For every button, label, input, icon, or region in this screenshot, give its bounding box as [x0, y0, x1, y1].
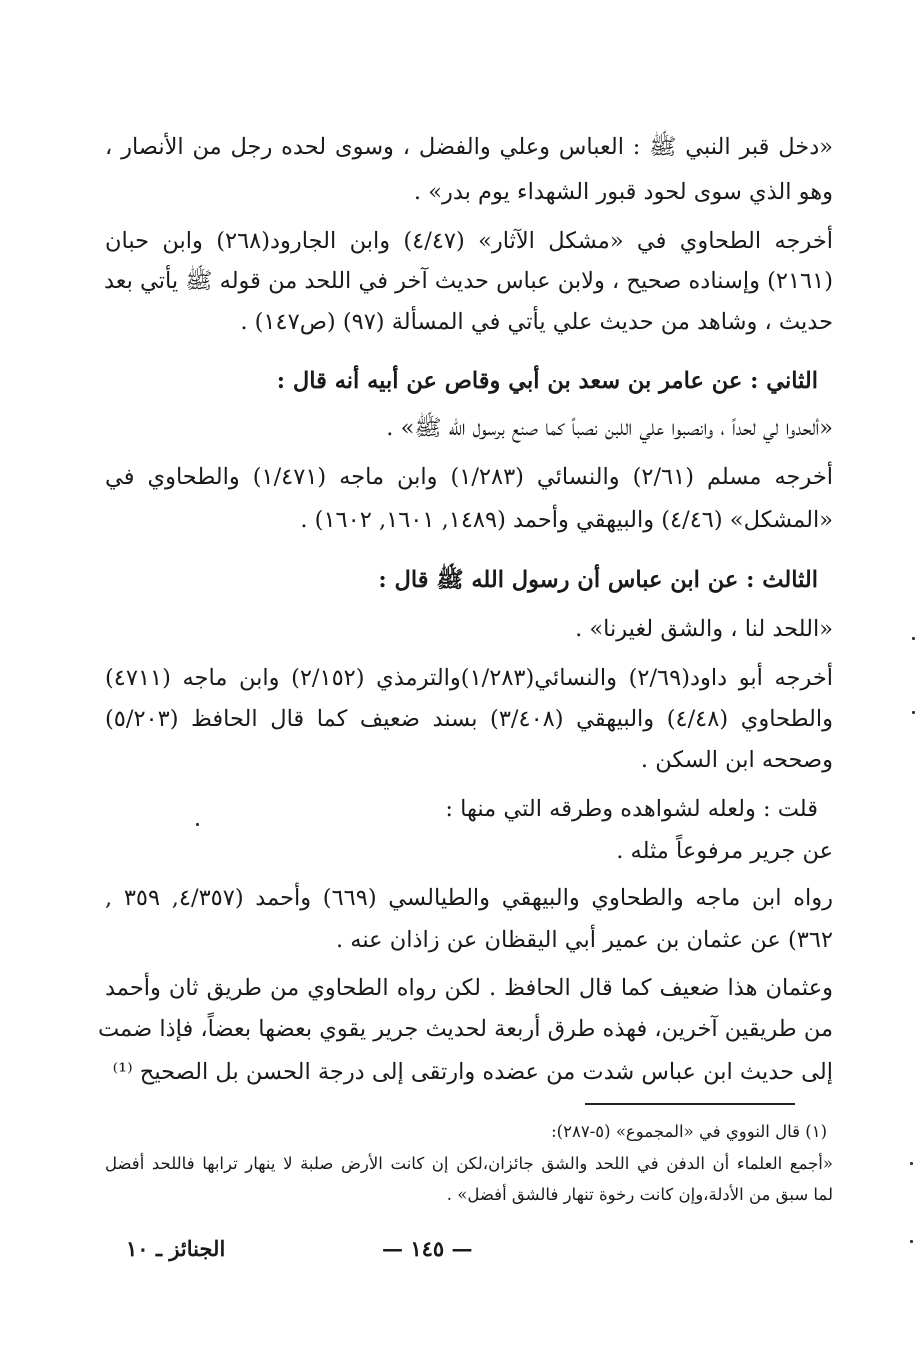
text-line-21: إلى حديث ابن عباس شدت من عضده وارتقى إلى درجة الحسن بل الصحيح ⁽¹⁾	[112, 1059, 833, 1085]
text-line-14: وصححه ابن السكن .	[640, 747, 833, 773]
scan-speck	[910, 1240, 913, 1243]
footnote-line-1: (١) قال النووي في «المجموع» (٥-٢٨٧):	[551, 1122, 827, 1141]
footnote-line-2: «أجمع العلماء أن الدفن في اللحد والشق جائزان،لكن إن كانت الأرض صلبة لا ينهار ترابها فاللحد أفضل	[105, 1154, 833, 1173]
text-line-9: «المشكل» (٤/٤٦) والبيهقي وأحمد (١٤٨٩, ١٦٠١, ١٦٠٢) .	[300, 507, 833, 533]
text-line-16: عن جرير مرفوعاً مثله .	[616, 838, 833, 864]
text-line-4: (٢١٦١) وإسناده صحيح ، ولابن عباس حديث آخر في اللحد من قوله ﷺ يأتي بعد	[103, 268, 833, 294]
text-line-18: ٣٦٢) عن عثمان بن عمير أبي اليقظان عن زاذان عنه .	[335, 927, 833, 953]
page-number: — ١٤٥ —	[382, 1236, 473, 1261]
footnote-divider	[585, 1103, 795, 1105]
text-line-20: من طريقين آخرين، فهذه طرق أربعة لحديث جرير يقوي بعضها بعضاً، فإذا ضمت	[97, 1016, 833, 1042]
text-line-1: «دخل قبر النبي ﷺ : العباس وعلي والفضل ، وسوى لحده رجل من الأنصار ،	[105, 134, 833, 160]
text-line-12: أخرجه أبو داود(٢/٦٩) والنسائي(١/٢٨٣)والترمذي (٢/١٥٢) وابن ماجه (٤٧١١)	[105, 665, 834, 691]
footnote-line-3: لما سبق من الأدلة،وإن كانت رخوة تنهار فالشق أفضل» .	[446, 1185, 833, 1204]
text-line-5: حديث ، وشاهد من حديث علي يأتي في المسألة (٩٧) (ص١٤٧) .	[240, 309, 833, 335]
text-line-19: وعثمان هذا ضعيف كما قال الحافظ . لكن رواه الطحاوي من طريق ثان وأحمد	[105, 975, 833, 1001]
section-footer: الجنائز ـ ١٠	[126, 1236, 226, 1261]
hadith-quote-third: «اللحد لنا ، والشق لغيرنا» .	[575, 616, 833, 642]
text-line-17: رواه ابن ماجه والطحاوي والبيهقي والطيالسي (٦٦٩) وأحمد (٤/٣٥٧, ٣٥٩ ,	[105, 885, 833, 911]
text-line-3: أخرجه الطحاوي في «مشكل الآثار» (٤/٤٧) وابن الجارود(٢٦٨) وابن حبان	[105, 228, 833, 254]
scan-speck	[196, 823, 199, 826]
text-line-15: قلت : ولعله لشواهده وطرقه التي منها :	[445, 796, 818, 822]
scan-speck	[912, 637, 915, 640]
section-heading-second: الثاني : عن عامر بن سعد بن أبي وقاص عن أبيه أنه قال :	[276, 368, 818, 394]
scan-speck	[912, 711, 915, 714]
section-heading-third: الثالث : عن ابن عباس أن رسول الله ﷺ قال :	[378, 567, 818, 593]
text-line-13: والطحاوي (٤/٤٨) والبيهقي (٣/٤٠٨) بسند ضعيف كما قال الحافظ (٥/٢٠٣)	[105, 706, 833, 732]
text-line-8: أخرجه مسلم (٢/٦١) والنسائي (١/٢٨٣) وابن ماجه (١/٤٧١) والطحاوي في	[105, 464, 833, 490]
text-line-2: وهو الذي سوى لحود قبور الشهداء يوم بدر» .	[413, 179, 833, 205]
hadith-quote-second: «ألحدوا لي لحداً ، وانصبوا علي اللبن نصباً كما صنع برسول الله ﷺ» .	[386, 415, 833, 441]
scan-speck	[910, 1162, 913, 1165]
